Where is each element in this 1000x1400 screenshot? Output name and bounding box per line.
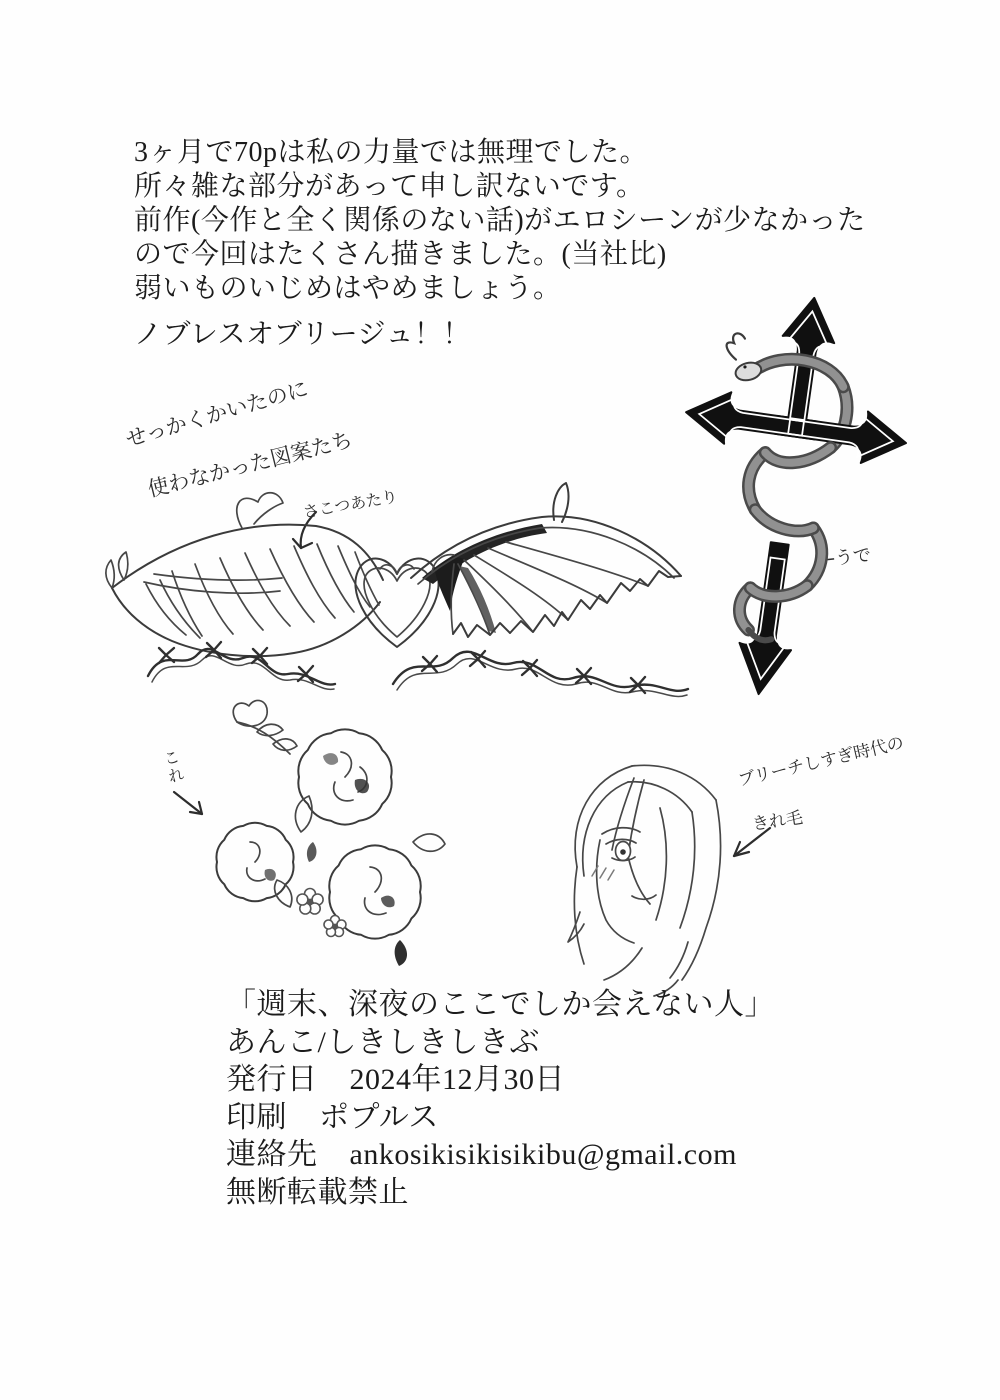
handwritten-this-note: これ — [159, 747, 187, 787]
barbed-wire-right — [393, 651, 688, 696]
colophon-title: 「週末、深夜のここでしか会えない人」 — [226, 988, 775, 1021]
colophon-author: あんこ/しきしきしきぶ — [226, 1025, 540, 1059]
afterword-line: 弱いものいじめはやめましょう。 — [134, 273, 562, 304]
girl-face — [592, 828, 678, 996]
afterword-line: 所々雑な部分があって申し訳ないです。 — [134, 171, 645, 202]
handwritten-unused-sketches-note-line2: 使わなかった図案たち — [145, 427, 355, 502]
afterword-line: 前作(今作と全く関係のない話)がエロシーンが少なかった — [134, 205, 866, 236]
peony-bouquet-sketch — [195, 692, 450, 967]
colophon-printer: ポプルス — [319, 1100, 439, 1134]
colophon-publish-label: 発行日 — [226, 1063, 318, 1096]
girl-face-sketch — [492, 752, 742, 997]
colophon-block — [226, 986, 775, 1211]
colophon-print-label: 印刷 — [226, 1100, 287, 1134]
colophon-print-row — [226, 1099, 775, 1137]
handwritten-collarbone-note: さこつあたり — [301, 486, 400, 522]
bud-branch — [233, 700, 297, 754]
afterword-line: 3ヶ月で70pは私の力量では無理でした。 — [134, 137, 649, 168]
colophon-rights: 無断転載禁止 — [226, 1175, 409, 1209]
cross-with-snake-sketch — [672, 292, 912, 702]
colophon-publish-row — [226, 1061, 775, 1099]
handwritten-unused-sketches-note-line1: せっかくかいたのに — [122, 376, 311, 452]
colophon-publish-date: 2024年12月30日 — [349, 1063, 565, 1096]
afterword-line: ので今回はたくさん描きました。(当社比) — [134, 239, 667, 270]
barbed-wire-left — [148, 642, 335, 689]
colophon-contact-row — [226, 1136, 775, 1174]
handwritten-arm-note: ←うで — [819, 544, 873, 571]
girl-hair — [568, 765, 721, 980]
handwritten-bleach-note-line2: きれ毛 — [750, 807, 805, 835]
peony-left — [216, 823, 293, 902]
afterword-shout: ノブレスオブリージュ！！ — [134, 319, 471, 350]
colophon-contact-label: 連絡先 — [226, 1138, 318, 1171]
bat-wing — [411, 483, 681, 637]
handwritten-bleach-note-line1: ブリーチしすぎ時代の — [736, 733, 906, 791]
small-blossoms — [297, 889, 346, 937]
colophon-contact-email: ankosikisikisikibu@gmail.com — [349, 1138, 737, 1171]
